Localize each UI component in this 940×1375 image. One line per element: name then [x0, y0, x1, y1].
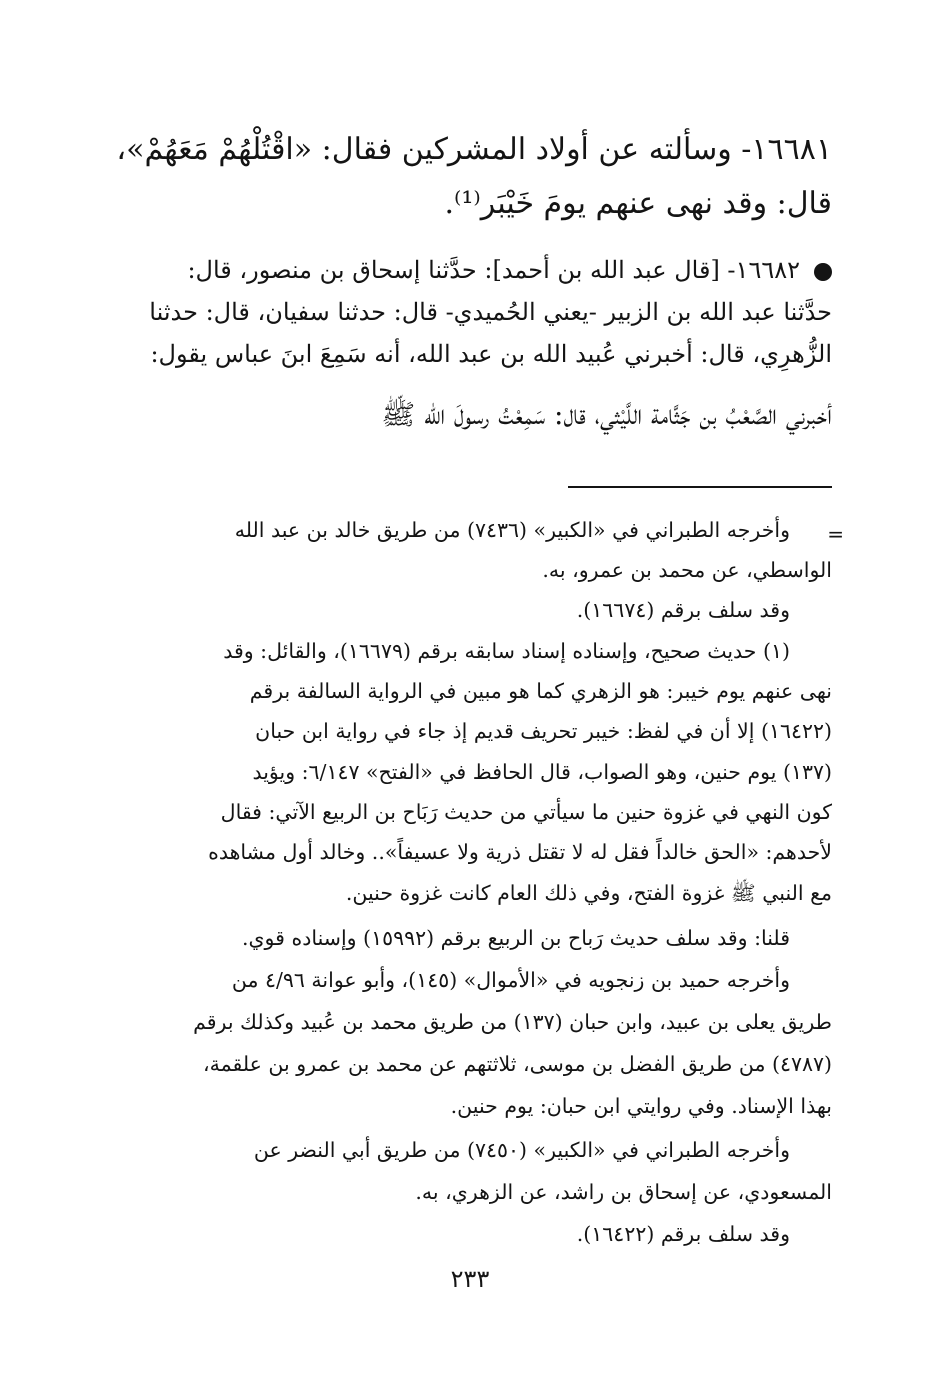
hadith-16681-line-1: ١٦٦٨١- وسألته عن أولاد المشركين فقال: «اقْتُلْهُمْ مَعَهُمْ»، — [116, 132, 832, 167]
footnote-1-line: طريق يعلى بن عبيد، وابن حبان (١٣٧) من طريق محمد بن عُبيد وكذلك برقم — [193, 1010, 832, 1034]
footnote-1-line: مع النبي ﷺ غزوة الفتح، وفي ذلك العام كانت غزوة حنين. — [345, 881, 832, 905]
hadith-bullet-icon — [814, 263, 832, 281]
footnote-line: وأخرجه الطبراني في «الكبير» (٧٤٣٦) من طريق خالد بن عبد الله — [234, 518, 790, 542]
footnote-continuation-mark: = — [827, 522, 844, 546]
footnote-1-line: قلنا: وقد سلف حديث رَباح بن الربيع برقم (١٥٩٩٢) وإسناده قوي. — [242, 926, 790, 950]
footnote-1-line: وأخرجه الطبراني في «الكبير» (٧٤٥٠) من طريق أبي النضر عن — [253, 1138, 790, 1162]
footnote-1-line: المسعودي، عن إسحاق بن راشد، عن الزهري، به. — [415, 1180, 832, 1204]
hadith-16682-line-4: أخبرني الصَّعْبُ بن جَثَّامة اللَّيْثي، قال: سَمِعْتُ رسولَ الله ﷺ — [381, 398, 832, 431]
footnote-1-line: كون النهي في غزوة حنين ما سيأتي من حديث رَبَاح بن الربيع الآتي: فقال — [220, 800, 832, 824]
hadith-16682-line-1 — [187, 256, 832, 284]
hadith-16682-line-1-text: ١٦٦٨٢- [قال عبد الله بن أحمد]: حدَّثنا إسحاق بن منصور، قال: — [187, 256, 800, 284]
footnote-1-line: (٤٧٨٧) من طريق الفضل بن موسى، ثلاثتهم عن محمد بن عمرو بن علقمة، — [203, 1052, 832, 1076]
footnote-1-line: وأخرجه حميد بن زنجويه في «الأموال» (١٤٥)، وأبو عوانة ٤/٩٦ من — [231, 968, 790, 992]
footnote-separator — [568, 486, 832, 488]
hadith-16682-line-3: الزُّهرِي، قال: أخبرني عُبيد الله بن عبد الله، أنه سَمِعَ ابنَ عباس يقول: — [150, 340, 832, 368]
footnote-1-line: نهى عنهم يوم خيبر: هو الزهري كما هو مبين في الرواية السالفة برقم — [249, 679, 832, 703]
footnote-line: وقد سلف برقم (١٦٦٧٤). — [576, 598, 790, 622]
footnote-line: الواسطي، عن محمد بن عمرو، به. — [542, 558, 832, 582]
footnote-1-line: وقد سلف برقم (١٦٤٢٢). — [576, 1222, 790, 1246]
page-number: ٢٣٣ — [450, 1265, 490, 1293]
footnote-1-line: (١٦٤٢٢) إلا أن في لفظ: خيبر تحريف قديم إذ جاء في رواية ابن حبان — [255, 719, 832, 743]
hadith-16682-line-2: حدَّثنا عبد الله بن الزبير -يعني الحُميدي- قال: حدثنا سفيان، قال: حدثنا — [149, 298, 832, 326]
hadith-16681-line-2: قال: وقد نهى عنهم يومَ خَيْبَر⁽¹⁾. — [444, 186, 832, 221]
footnote-1-line: (١) حديث صحيح، وإسناده إسناد سابقه برقم (١٦٦٧٩)، والقائل: وقد — [223, 639, 790, 663]
footnote-1-line: (١٣٧) يوم حنين، وهو الصواب، قال الحافظ في «الفتح» ٦/١٤٧: ويؤيد — [252, 760, 832, 784]
footnote-1-line: بهذا الإسناد. وفي روايتي ابن حبان: يوم حنين. — [450, 1094, 832, 1118]
footnote-1-line: لأحدهم: «الحق خالداً فقل له لا تقتل ذرية ولا عسيفاً».. وخالد أول مشاهده — [208, 840, 832, 864]
